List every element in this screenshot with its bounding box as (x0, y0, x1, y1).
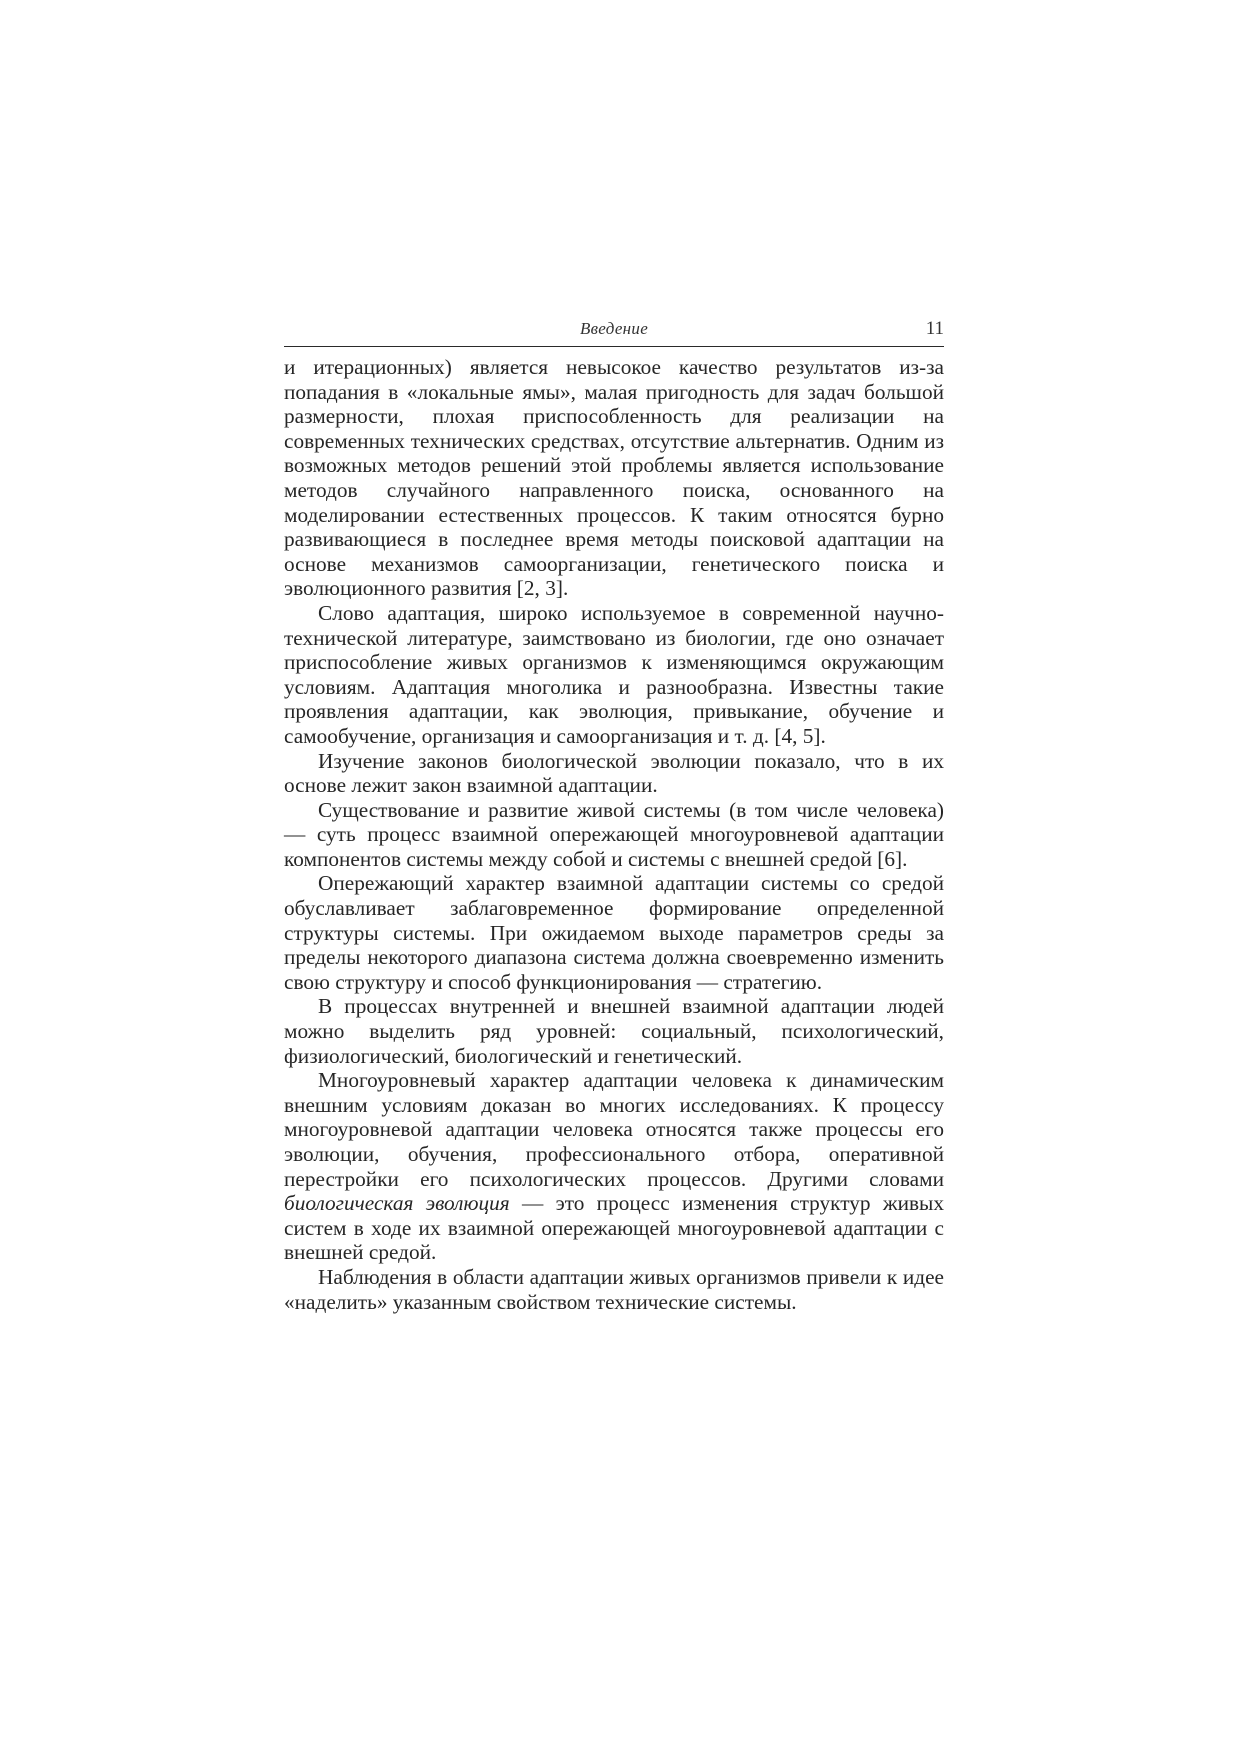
running-head (284, 318, 944, 347)
emphasis-biological-evolution: биологическая эволюция (284, 1191, 510, 1216)
paragraph-adaptation-definition: Слово адаптация, широко используемое в современной научно-технической литературе, заимствовано из биологии, где оно означает приспособление живых организмов к изменяющимся окружающим условиям. Адаптация многолика и разнообразна. Известны такие проявления адаптации, как эволюция, привыкание, обучение и самообучение, организация и самоорганизация и т. д. [4, 5]. (284, 600, 944, 748)
paragraph-evolution-laws: Изучение законов биологической эволюции показало, что в их основе лежит закон взаимной адаптации. (284, 748, 944, 798)
page-number: 11 (925, 318, 944, 339)
paragraph-anticipatory-adaptation: Опережающий характер взаимной адаптации системы со средой обуславливает заблаговременное формирование определенной структуры системы. При ожидаемом выходе параметров среды за пределы некоторого диапазона система должна своевременно изменить свою структуру и способ функционирования — стратегию. (284, 871, 944, 994)
paragraph-continuation: и итерационных) является невысокое качество результатов из-за попадания в «локальные ямы», малая пригодность для задач большой размерности, плохая приспособленность для реализации на современных технических средствах, отсутствие альтернатив. Одним из возможных методов решений этой проблемы является использование методов случайного направленного поиска, основанного на моделировании естественных процессов. К таким относятся бурно развивающиеся в последнее время методы поисковой адаптации на основе механизмов самоорганизации, генетического поиска и эволюционного развития [2, 3]. (284, 355, 944, 601)
body-text (284, 355, 944, 1314)
paragraph-living-system: Существование и развитие живой системы (в том числе человека) — суть процесс взаимной опережающей многоуровневой адаптации компонентов системы между собой и системы с внешней средой [6]. (284, 797, 944, 871)
paragraph-technical-systems: Наблюдения в области адаптации живых организмов привели к идее «наделить» указанным свойством технические системы. (284, 1264, 944, 1314)
running-title: Введение (579, 319, 649, 338)
book-page (284, 318, 944, 1314)
paragraph-multilevel-adaptation: Многоуровневый характер адаптации человека к динамическим внешним условиям доказан во многих исследованиях. К процессу многоуровневой адаптации человека относятся также процессы его эволюции, обучения, профессионального отбора, оперативной перестройки его психологических процессов. Другими словами биологическая эволюция — это процесс изменения структур живых систем в ходе их взаимной опережающей многоуровневой адаптации с внешней средой. (284, 1068, 944, 1265)
paragraph-adaptation-levels: В процессах внутренней и внешней взаимной адаптации людей можно выделить ряд уровней: социальный, психологический, физиологический, биологический и генетический. (284, 994, 944, 1068)
